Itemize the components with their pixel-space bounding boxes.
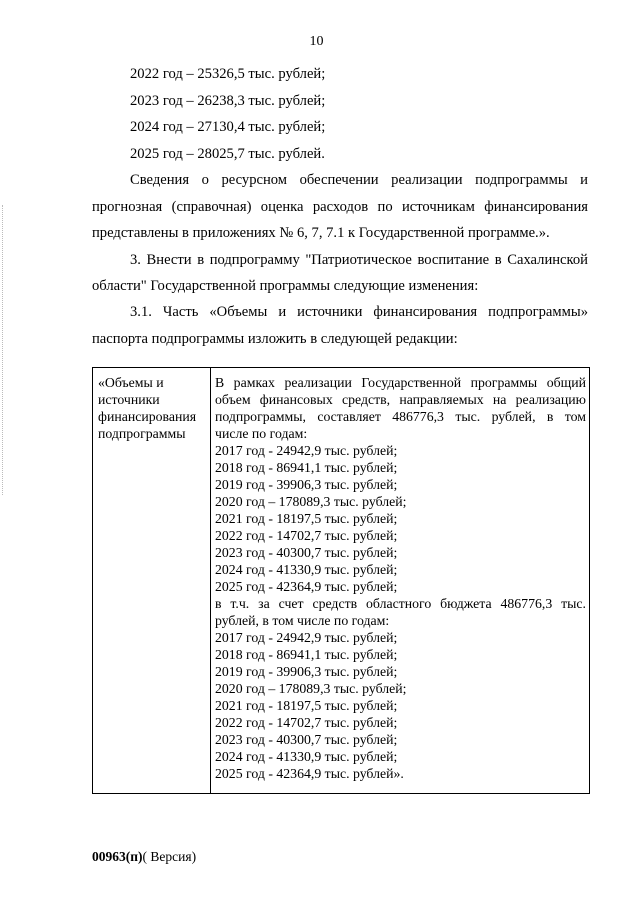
table-label-cell bbox=[93, 368, 211, 793]
table-year-line: 2019 год - 39906,3 тыс. рублей; bbox=[215, 664, 398, 679]
table-year-line: 2022 год - 14702,7 тыс. рублей; bbox=[215, 715, 398, 730]
table-label-line: подпрограммы bbox=[98, 426, 186, 441]
table-text-line: В рамках реализации Государственной программы общий bbox=[215, 375, 586, 390]
document-footer bbox=[92, 849, 196, 865]
amend-paragraph-line: 3. Внести в подпрограмму "Патриотическое воспитание в Сахалинской bbox=[130, 252, 588, 268]
amend-paragraph-line: области" Государственной программы следующие изменения: bbox=[92, 278, 479, 294]
table-text-line: числе по годам: bbox=[215, 426, 308, 441]
financing-table bbox=[92, 367, 590, 794]
intro-line: 2024 год – 27130,4 тыс. рублей; bbox=[130, 119, 326, 135]
table-label-line: источники bbox=[98, 392, 160, 407]
table-text-line: подпрограммы, составляет 486776,3 тыс. рублей, в том bbox=[215, 409, 586, 424]
table-text-line: рублей, в том числе по годам: bbox=[215, 613, 390, 628]
table-text-line: в т.ч. за счет средств областного бюджета 486776,3 тыс. bbox=[215, 596, 586, 611]
page-number: 10 bbox=[309, 34, 324, 49]
table-year-line: 2017 год - 24942,9 тыс. рублей; bbox=[215, 630, 398, 645]
table-year-line: 2023 год - 40300,7 тыс. рублей; bbox=[215, 732, 398, 747]
table-year-line: 2018 год - 86941,1 тыс. рублей; bbox=[215, 647, 398, 662]
resources-paragraph-line: прогнозная (справочная) оценка расходов по источникам финансирования bbox=[92, 199, 588, 215]
table-year-line: 2025 год - 42364,9 тыс. рублей». bbox=[215, 766, 404, 781]
intro-line: 2022 год – 25326,5 тыс. рублей; bbox=[130, 66, 326, 82]
document-code: 00963(п) bbox=[92, 849, 143, 864]
table-year-line: 2020 год – 178089,3 тыс. рублей; bbox=[215, 494, 407, 509]
table-year-line: 2018 год - 86941,1 тыс. рублей; bbox=[215, 460, 398, 475]
intro-line: 2025 год – 28025,7 тыс. рублей. bbox=[130, 146, 325, 162]
scan-margin-marks bbox=[2, 205, 6, 495]
table-label-line: финансирования bbox=[98, 409, 197, 424]
table-year-line: 2020 год – 178089,3 тыс. рублей; bbox=[215, 681, 407, 696]
table-year-line: 2017 год - 24942,9 тыс. рублей; bbox=[215, 443, 398, 458]
table-year-line: 2024 год - 41330,9 тыс. рублей; bbox=[215, 749, 398, 764]
table-label-line: «Объемы и bbox=[98, 375, 164, 390]
part-paragraph-line: 3.1. Часть «Объемы и источники финансирования подпрограммы» bbox=[130, 304, 588, 320]
table-year-line: 2019 год - 39906,3 тыс. рублей; bbox=[215, 477, 398, 492]
resources-paragraph-line: представлены в приложениях № 6, 7, 7.1 к Государственной программе.». bbox=[92, 225, 550, 241]
resources-paragraph-line: Сведения о ресурсном обеспечении реализации подпрограммы и bbox=[130, 172, 588, 188]
part-paragraph-line: паспорта подпрограммы изложить в следующей редакции: bbox=[92, 331, 458, 347]
table-text-line: объем финансовых средств, направляемых на реализацию bbox=[215, 392, 586, 407]
table-year-line: 2024 год - 41330,9 тыс. рублей; bbox=[215, 562, 398, 577]
table-year-line: 2021 год - 18197,5 тыс. рублей; bbox=[215, 511, 398, 526]
table-year-line: 2025 год - 42364,9 тыс. рублей; bbox=[215, 579, 398, 594]
table-year-line: 2023 год - 40300,7 тыс. рублей; bbox=[215, 545, 398, 560]
table-year-line: 2022 год - 14702,7 тыс. рублей; bbox=[215, 528, 398, 543]
document-version: ( Версия) bbox=[142, 849, 197, 864]
intro-line: 2023 год – 26238,3 тыс. рублей; bbox=[130, 93, 326, 109]
table-content-cell bbox=[211, 368, 589, 793]
table-year-line: 2021 год - 18197,5 тыс. рублей; bbox=[215, 698, 398, 713]
